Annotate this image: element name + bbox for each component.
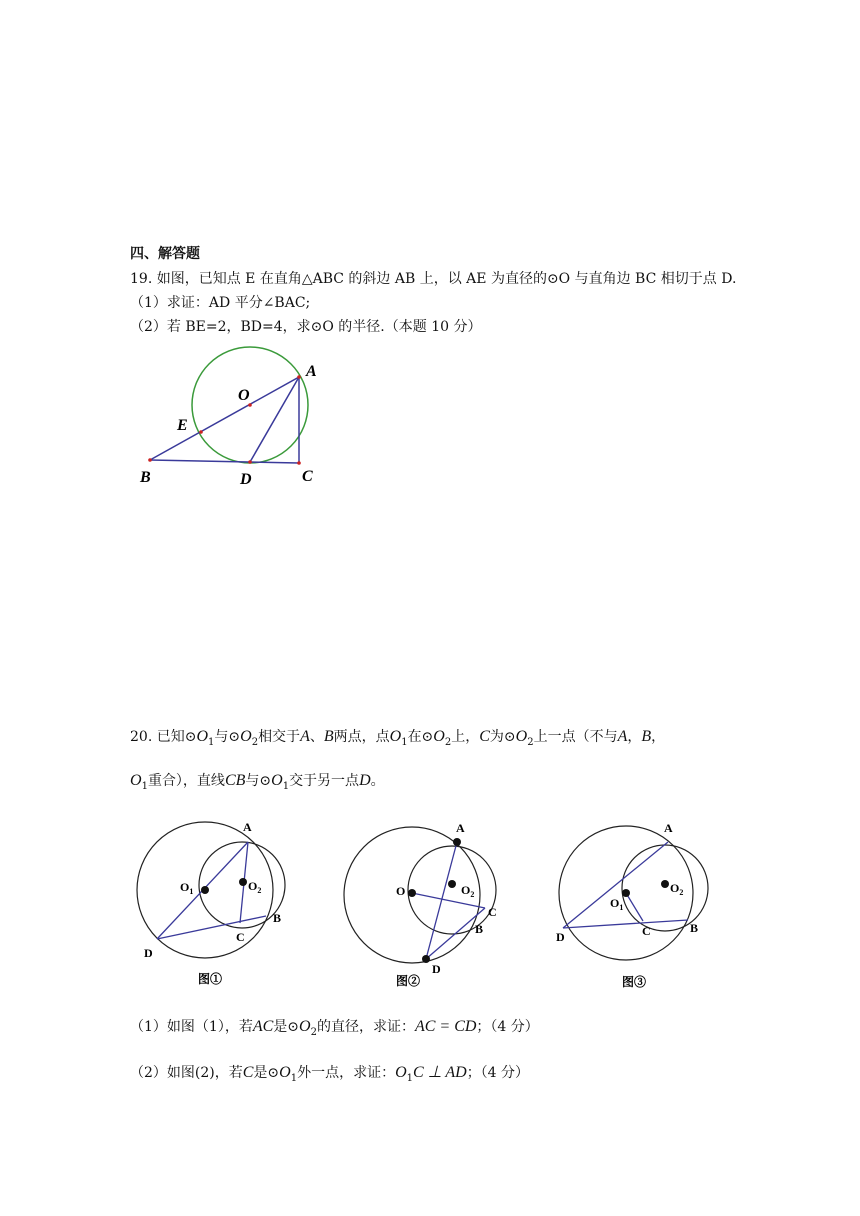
fig1-label-B: B xyxy=(273,911,282,925)
label-C: C xyxy=(302,468,313,485)
fig3-caption: 图③ xyxy=(622,975,647,989)
fig2-label-D: D xyxy=(432,962,441,976)
q20-part2: （2）如图(2)，若C是$⊙O_1$外一点，求证：$O_1C$ ⊥ AD；（4 分） xyxy=(130,1064,530,1084)
fig2-label-B: B xyxy=(475,922,484,936)
fig1-caption: 图① xyxy=(198,972,223,986)
fig2-label-O2: O xyxy=(461,883,471,897)
q19-part2: （2）若 BE=2，BD=4，求⊙O 的半径.（本题 10 分） xyxy=(130,319,482,335)
q19-figure xyxy=(130,340,350,490)
svg-text:O1: $O_1$ xyxy=(610,896,624,912)
fig3-label-D: D xyxy=(556,930,565,944)
q20-figure-3 xyxy=(548,815,718,995)
fig2-label-C: C xyxy=(488,905,497,919)
q20-figure-1 xyxy=(130,815,300,995)
section-title: 四、解答题 xyxy=(130,246,200,262)
fig1-label-O2: O xyxy=(248,879,258,893)
label-A: A xyxy=(306,363,317,380)
fig1-label-O1: O xyxy=(180,880,190,894)
fig2-label-A: A xyxy=(456,821,465,835)
label-E: E xyxy=(177,417,188,434)
fig3-label-O1: O xyxy=(610,896,620,910)
label-D: D xyxy=(240,471,252,488)
svg-text:O2: $O_2$ xyxy=(248,879,262,895)
svg-text:O2: $O_2$ xyxy=(461,883,475,899)
label-O: O xyxy=(238,387,250,404)
q20-line2: $O_1$重合），直线CB与$⊙O_1$交于另一点D。 xyxy=(130,772,385,792)
fig2-caption: 图② xyxy=(396,974,421,988)
fig1-label-C: C xyxy=(236,930,245,944)
q19-part1: （1）求证：AD 平分∠BAC; xyxy=(130,295,311,311)
svg-text:O2: $O_2$ xyxy=(670,881,684,897)
fig3-label-A: A xyxy=(664,821,673,835)
q20-part1: （1）如图（1），若AC是$⊙O_2$的直径，求证：AC = CD；（4 分） xyxy=(130,1018,539,1038)
fig3-label-C: C xyxy=(642,924,651,938)
q20-line1: 20. 已知$⊙O_1$与$⊙O_2$相交于A、B两点，点$O_1$在$⊙O_2$上，C为$⊙O_2$上一点（不与A，B， xyxy=(130,728,666,748)
fig2-label-O: O xyxy=(396,884,406,898)
fig3-label-O2: O xyxy=(670,881,680,895)
label-B: B xyxy=(140,469,151,486)
svg-text:O1: $O_1$ xyxy=(180,880,194,896)
fig3-label-B: B xyxy=(690,921,699,935)
q20-figure-2 xyxy=(340,815,510,995)
q19-stem: 19. 如图，已知点 E 在直角△ABC 的斜边 AB 上，以 AE 为直径的⊙O 与直角边 BC 相切于点 D. xyxy=(130,271,737,287)
fig1-label-D: D xyxy=(144,946,153,960)
fig1-label-A: A xyxy=(243,820,252,834)
